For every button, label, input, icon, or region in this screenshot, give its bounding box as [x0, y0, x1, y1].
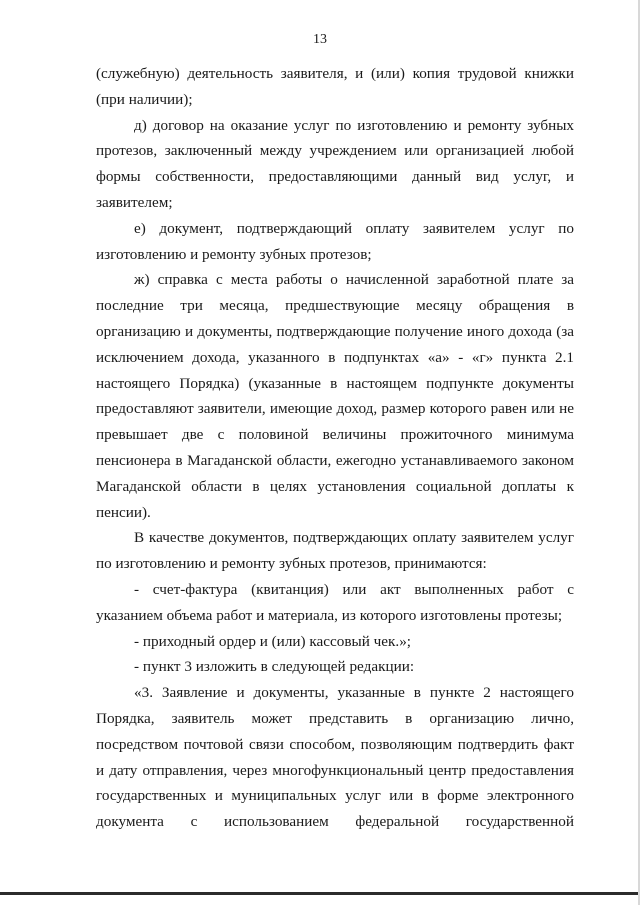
paragraph: - счет-фактура (квитанция) или акт выполненных работ с указанием объема работ и материала, из которого изготовлены протезы;	[96, 580, 574, 624]
document-body	[96, 61, 574, 835]
paragraph: (служебную) деятельность заявителя, и (или) копия трудовой книжки (при наличии);	[96, 65, 574, 108]
paragraph: - пункт 3 изложить в следующей редакции:	[134, 658, 415, 676]
paragraph: - приходный ордер и (или) кассовый чек.»;	[134, 632, 412, 650]
paragraph: ж) справка с места работы о начисленной заработной плате за последние три месяца, предшествующие месяцу обращения в организацию и документы, подтверждающие получение иного дохода (за исключением дохода, указанного в подпунктах «а» - «г» пункта 2.1 настоящего Порядка) (указанные в настоящем подпункте документы предоставляют заявители, имеющие доход, размер которого равен или не превышает две с половиной величины прожиточного минимума пенсионера в Магаданской области, ежегодно устанавливаемого законом Магаданской области в целях установления социальной доплаты к пенсии).	[96, 271, 574, 521]
paragraph: «3. Заявление и документы, указанные в пункте 2 настоящего Порядка, заявитель может представить в организацию лично, посредством почтовой связи способом, позволяющим подтвердить факт и дату отправления, через многофункциональный центр предоставления государственных и муниципальных услуг или в форме электронного документа с использованием федеральной государственной	[96, 684, 574, 831]
paragraph: д) договор на оказание услуг по изготовлению и ремонту зубных протезов, заключенный между учреждением или организацией любой формы собственности, предоставляющими данный вид услуг, и заявителем;	[96, 116, 574, 211]
paragraph: е) документ, подтверждающий оплату заявителем услуг по изготовлению и ремонту зубных протезов;	[96, 219, 574, 263]
paragraph: В качестве документов, подтверждающих оплату заявителем услуг по изготовлению и ремонту зубных протезов, принимаются:	[96, 529, 574, 573]
bottom-rule	[0, 892, 640, 895]
page-number: 13	[313, 32, 327, 47]
